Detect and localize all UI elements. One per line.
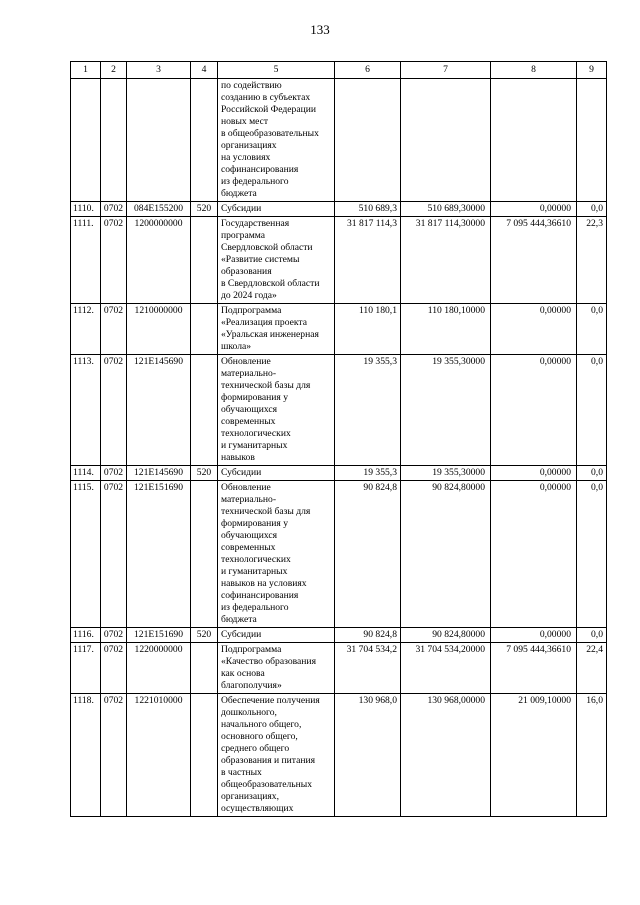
table-row [71, 355, 607, 466]
budget-list-amount: 31 817 114,30000 [401, 217, 491, 304]
header-cell: 3 [127, 62, 191, 79]
header-cell: 8 [491, 62, 577, 79]
expense-type-code: 520 [191, 466, 218, 481]
section-code: 0702 [101, 481, 127, 628]
header-cell: 4 [191, 62, 218, 79]
row-number: 1114. [71, 466, 101, 481]
section-code: 0702 [101, 628, 127, 643]
table-row [71, 79, 607, 202]
approved-amount: 19 355,3 [335, 355, 401, 466]
section-code [101, 79, 127, 202]
item-name: Подпрограмма «Качество образования как основа благополучия» [218, 643, 335, 694]
table-body [71, 79, 607, 817]
executed-amount: 7 095 444,36610 [491, 643, 577, 694]
expense-type-code [191, 694, 218, 817]
approved-amount [335, 79, 401, 202]
executed-amount: 7 095 444,36610 [491, 217, 577, 304]
header-cell: 6 [335, 62, 401, 79]
budget-list-amount: 19 355,30000 [401, 466, 491, 481]
execution-percent: 0,0 [577, 304, 607, 355]
row-number: 1111. [71, 217, 101, 304]
item-name: Обеспечение получения дошкольного, начального общего, основного общего, среднего общего образования и питания в частных общеобразовательных организациях, осуществляющих [218, 694, 335, 817]
row-number: 1115. [71, 481, 101, 628]
executed-amount: 0,00000 [491, 355, 577, 466]
item-name: Подпрограмма «Реализация проекта «Уральская инженерная школа» [218, 304, 335, 355]
expense-type-code: 520 [191, 628, 218, 643]
budget-list-amount: 19 355,30000 [401, 355, 491, 466]
expense-type-code [191, 304, 218, 355]
table-row [71, 304, 607, 355]
target-article-code: 121E151690 [127, 481, 191, 628]
execution-percent: 0,0 [577, 466, 607, 481]
budget-list-amount: 31 704 534,20000 [401, 643, 491, 694]
expense-type-code [191, 217, 218, 304]
item-name: Обновление материально- технической базы для формирования у обучающихся современных технологических и гуманитарных навыков на условиях софинансирования из федерального бюджета [218, 481, 335, 628]
target-article-code: 1210000000 [127, 304, 191, 355]
target-article-code: 121E151690 [127, 628, 191, 643]
section-code: 0702 [101, 694, 127, 817]
execution-percent: 0,0 [577, 355, 607, 466]
expense-type-code: 520 [191, 202, 218, 217]
target-article-code: 121E145690 [127, 355, 191, 466]
target-article-code: 1200000000 [127, 217, 191, 304]
executed-amount: 21 009,10000 [491, 694, 577, 817]
section-code: 0702 [101, 217, 127, 304]
section-code: 0702 [101, 202, 127, 217]
row-number: 1113. [71, 355, 101, 466]
header-row [71, 62, 607, 79]
item-name: Субсидии [218, 202, 335, 217]
approved-amount: 90 824,8 [335, 628, 401, 643]
approved-amount: 510 689,3 [335, 202, 401, 217]
row-number: 1117. [71, 643, 101, 694]
execution-percent: 16,0 [577, 694, 607, 817]
table-row [71, 202, 607, 217]
header-cell: 1 [71, 62, 101, 79]
budget-list-amount: 130 968,00000 [401, 694, 491, 817]
execution-percent: 22,4 [577, 643, 607, 694]
execution-percent: 0,0 [577, 628, 607, 643]
budget-list-amount: 90 824,80000 [401, 481, 491, 628]
page-number: 133 [310, 22, 330, 37]
approved-amount: 19 355,3 [335, 466, 401, 481]
target-article-code: 084E155200 [127, 202, 191, 217]
target-article-code: 1220000000 [127, 643, 191, 694]
target-article-code [127, 79, 191, 202]
item-name: Государственная программа Свердловской области «Развитие системы образования в Свердловской области до 2024 года» [218, 217, 335, 304]
table-row [71, 481, 607, 628]
expense-type-code [191, 643, 218, 694]
budget-table [70, 61, 607, 817]
budget-list-amount: 510 689,30000 [401, 202, 491, 217]
section-code: 0702 [101, 466, 127, 481]
executed-amount: 0,00000 [491, 304, 577, 355]
row-number: 1116. [71, 628, 101, 643]
approved-amount: 90 824,8 [335, 481, 401, 628]
executed-amount: 0,00000 [491, 202, 577, 217]
item-name: Обновление материально- технической базы для формирования у обучающихся современных технологических и гуманитарных навыков [218, 355, 335, 466]
header-cell: 5 [218, 62, 335, 79]
row-number: 1112. [71, 304, 101, 355]
executed-amount: 0,00000 [491, 466, 577, 481]
budget-list-amount [401, 79, 491, 202]
budget-list-amount: 110 180,10000 [401, 304, 491, 355]
header-cell: 7 [401, 62, 491, 79]
row-number [71, 79, 101, 202]
row-number: 1110. [71, 202, 101, 217]
approved-amount: 130 968,0 [335, 694, 401, 817]
item-name: Субсидии [218, 628, 335, 643]
expense-type-code [191, 355, 218, 466]
section-code: 0702 [101, 643, 127, 694]
execution-percent: 22,3 [577, 217, 607, 304]
expense-type-code [191, 481, 218, 628]
section-code: 0702 [101, 304, 127, 355]
approved-amount: 31 817 114,3 [335, 217, 401, 304]
table-row [71, 217, 607, 304]
approved-amount: 31 704 534,2 [335, 643, 401, 694]
executed-amount [491, 79, 577, 202]
table-row [71, 466, 607, 481]
executed-amount: 0,00000 [491, 628, 577, 643]
approved-amount: 110 180,1 [335, 304, 401, 355]
expense-type-code [191, 79, 218, 202]
execution-percent: 0,0 [577, 202, 607, 217]
header-cell: 9 [577, 62, 607, 79]
budget-list-amount: 90 824,80000 [401, 628, 491, 643]
header-cell: 2 [101, 62, 127, 79]
target-article-code: 121E145690 [127, 466, 191, 481]
execution-percent [577, 79, 607, 202]
table-row [71, 694, 607, 817]
table-row [71, 643, 607, 694]
target-article-code: 1221010000 [127, 694, 191, 817]
section-code: 0702 [101, 355, 127, 466]
row-number: 1118. [71, 694, 101, 817]
table-row [71, 628, 607, 643]
executed-amount: 0,00000 [491, 481, 577, 628]
item-name: по содействию созданию в субъектах Российской Федерации новых мест в общеобразовательных организациях на условиях софинансирования из федерального бюджета [218, 79, 335, 202]
execution-percent: 0,0 [577, 481, 607, 628]
item-name: Субсидии [218, 466, 335, 481]
